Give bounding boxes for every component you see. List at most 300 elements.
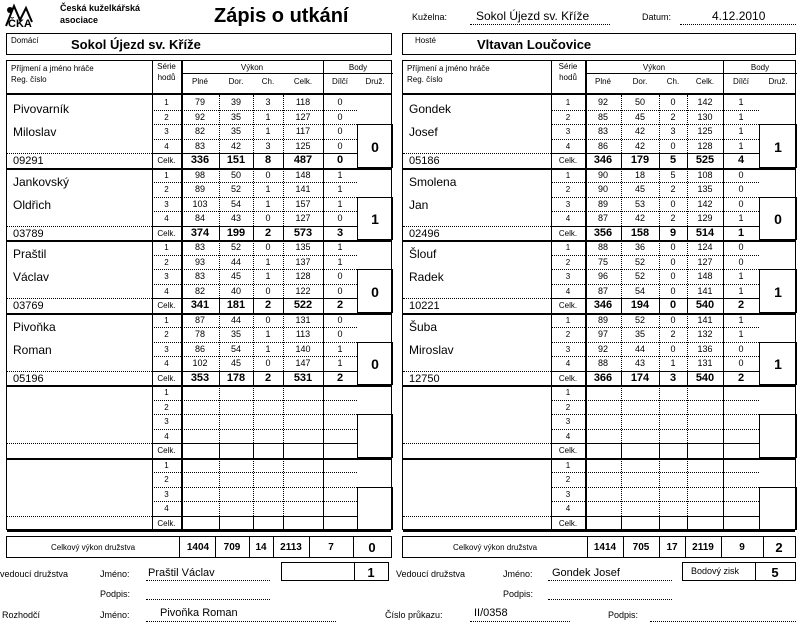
venue-label: Kuželna:: [412, 12, 448, 22]
serie-number: 4: [565, 286, 571, 296]
cell-dilci: 0: [738, 358, 744, 368]
cell-ch: 5: [669, 154, 677, 166]
cell-dor: 179: [630, 154, 650, 166]
cell-ch: 1: [265, 329, 271, 339]
serie-number: 4: [164, 504, 169, 513]
cell-dilci: 1: [738, 329, 744, 339]
serie-number: 2: [164, 330, 169, 339]
team-points: 0: [371, 283, 379, 300]
cell-celk: 140: [295, 343, 311, 354]
cell-ch: 1: [265, 271, 271, 281]
cell-ch: 0: [670, 343, 676, 354]
cell-dor: 54: [230, 198, 241, 209]
player-surname: Jankovský: [13, 174, 70, 189]
cell-ch: 2: [670, 111, 676, 122]
home-captain-points: 1: [367, 565, 375, 580]
cell-dilci: 1: [738, 271, 744, 281]
cell-celk: 147: [295, 358, 311, 368]
cell-ch: 0: [265, 314, 271, 325]
cell-dilci: 0: [337, 97, 343, 107]
cell-dilci: 0: [337, 140, 343, 151]
cell-ch: 1: [265, 111, 271, 122]
serie-number: 4: [565, 359, 571, 368]
team-points: 0: [774, 211, 782, 228]
home-grand-celk: 2113: [280, 542, 302, 553]
player-surname: Smolena: [409, 174, 457, 189]
org-name-line2: asociace: [60, 15, 99, 25]
serie-number: 1: [164, 170, 169, 180]
cell-celk: 136: [697, 343, 713, 354]
cell-celk: 131: [295, 314, 311, 325]
serie-number: 4: [565, 141, 571, 151]
cell-dor: 54: [230, 343, 241, 354]
cell-celk: 514: [695, 226, 715, 239]
player-reg-number: 12750: [409, 372, 440, 385]
serie-number: 3: [164, 127, 169, 136]
serie-number: 3: [565, 272, 571, 281]
serie-number: 3: [164, 344, 169, 354]
cell-celk: 132: [697, 329, 713, 339]
cell-plne: 92: [194, 111, 205, 122]
cell-dor: 44: [230, 256, 241, 267]
away-hdr-druz: Druž.: [768, 77, 788, 86]
home-player-block: [7, 95, 391, 168]
cell-ch: 0: [670, 271, 676, 281]
away-hdr-dilci: Dílčí: [733, 77, 749, 86]
cell-dor: 42: [634, 140, 645, 151]
cell-ch: 0: [669, 299, 677, 311]
serie-number: 4: [164, 431, 169, 441]
cell-ch: 9: [669, 226, 677, 239]
cell-dilci: 1: [337, 242, 343, 252]
card-number-label: Číslo průkazu:: [385, 610, 443, 620]
cell-celk: 522: [293, 299, 313, 311]
player-reg-number: 03769: [13, 300, 44, 312]
away-grand-dilci: 9: [739, 542, 745, 553]
serie-number: 4: [565, 504, 571, 513]
cell-dilci: 0: [337, 111, 343, 122]
cell-plne: 374: [190, 226, 210, 239]
cell-celk: 540: [695, 371, 715, 384]
away-player-block: [403, 240, 795, 313]
cell-celk: 125: [295, 140, 311, 151]
cell-celk: 131: [697, 358, 713, 368]
team-points-box: [357, 124, 393, 168]
cell-dor: 52: [634, 271, 645, 281]
serie-number: 1: [164, 315, 169, 325]
away-captain-label: Vedoucí družstva: [396, 569, 466, 579]
player-surname: Praštil: [13, 247, 47, 261]
home-total-label: Celkový výkon družstva: [51, 543, 136, 552]
serie-number: 2: [565, 402, 571, 412]
cell-dor: 181: [226, 299, 246, 311]
cell-plne: 82: [194, 126, 205, 136]
cell-ch: 1: [670, 358, 676, 368]
cell-plne: 75: [597, 256, 608, 267]
away-hdr-reg: Reg. číslo: [407, 75, 443, 84]
serie-number: 1: [565, 315, 571, 325]
cell-plne: 86: [597, 140, 608, 151]
cell-celk: 148: [295, 169, 311, 180]
referee-label: Rozhodčí: [2, 610, 41, 620]
player-surname: Pivoňka: [13, 319, 56, 334]
cell-celk: 573: [293, 226, 313, 239]
cell-dilci: 1: [738, 213, 744, 223]
player-surname: Gondek: [409, 102, 452, 116]
cell-dor: 42: [634, 213, 645, 223]
cell-dor: 45: [230, 358, 241, 368]
cell-celk: 135: [697, 184, 713, 194]
cka-logo: [2, 2, 46, 30]
player-reg-number: 03789: [13, 227, 44, 240]
home-captain-name: Praštil Václav: [148, 567, 215, 579]
date-label: Datum:: [642, 12, 672, 22]
cell-ch: 2: [670, 329, 676, 339]
team-points-box: [357, 269, 393, 313]
home-grand-plne: 1404: [186, 542, 210, 553]
serie-number: Celk.: [558, 156, 578, 165]
home-podpis-label: Podpis:: [100, 589, 131, 599]
cell-dor: 35: [634, 329, 645, 339]
cell-ch: 8: [264, 154, 272, 166]
cell-plne: 346: [593, 154, 613, 166]
away-table-frame: [402, 60, 796, 530]
cell-ch: 0: [265, 285, 271, 296]
player-firstname: Radek: [409, 270, 444, 284]
cell-plne: 97: [597, 329, 608, 339]
serie-number: 1: [164, 98, 169, 107]
cell-dor: 45: [230, 271, 241, 281]
home-captain-label: vedoucí družstva: [0, 569, 69, 579]
cell-celk: 135: [295, 242, 311, 252]
cell-celk: 127: [295, 111, 311, 122]
cell-dilci: 0: [738, 256, 744, 267]
serie-number: 1: [565, 388, 571, 397]
serie-number: Celk.: [558, 228, 578, 238]
player-reg-number: 05196: [13, 372, 44, 385]
player-surname: Pivovarník: [13, 102, 70, 116]
player-firstname: Josef: [409, 125, 438, 139]
cell-dor: 43: [230, 213, 241, 223]
cell-celk: 117: [295, 126, 311, 136]
serie-number: 2: [164, 257, 169, 267]
bodovy-zisk-value: 5: [771, 565, 779, 580]
team-points: 1: [774, 356, 782, 373]
home-table-frame: [6, 60, 392, 530]
cell-ch: 1: [265, 256, 271, 267]
serie-number: 1: [565, 460, 571, 470]
cell-plne: 88: [597, 358, 608, 368]
cell-dor: 199: [226, 226, 246, 239]
cell-plne: 98: [194, 169, 205, 180]
cell-plne: 93: [194, 256, 205, 267]
cell-celk: 525: [695, 154, 715, 166]
cell-dor: 35: [230, 329, 241, 339]
referee-name: Pivoňka Roman: [160, 607, 238, 619]
cell-dor: 52: [230, 184, 241, 194]
cell-dor: 42: [634, 126, 645, 136]
home-player-block: [7, 458, 391, 531]
cell-celk: 137: [295, 256, 311, 267]
home-captain-points-box: [281, 562, 389, 581]
home-hdr-plne: Plné: [191, 77, 208, 86]
cell-dor: 18: [634, 169, 645, 180]
away-total-row: [402, 536, 796, 558]
team-points: 0: [371, 356, 379, 373]
serie-number: 3: [164, 489, 169, 499]
cell-dilci: 1: [337, 256, 343, 267]
team-points: 1: [371, 211, 379, 228]
cell-celk: 531: [293, 371, 313, 384]
away-grand-dor: 705: [632, 542, 650, 553]
cell-celk: 130: [697, 111, 713, 122]
cell-dilci: 1: [337, 358, 343, 368]
cell-plne: 96: [597, 271, 608, 281]
cell-dilci: 0: [337, 285, 343, 296]
serie-number: Celk.: [558, 301, 578, 310]
home-team-name: Sokol Újezd sv. Kříže: [71, 37, 201, 52]
team-points: 0: [371, 138, 379, 155]
serie-number: Celk.: [157, 228, 176, 238]
cell-dilci: 2: [737, 371, 745, 384]
cell-celk: 128: [295, 271, 311, 281]
serie-number: 2: [565, 475, 571, 484]
cell-dor: 45: [634, 184, 645, 194]
serie-number: 4: [164, 214, 169, 223]
cell-ch: 0: [265, 242, 271, 252]
cell-dilci: 3: [336, 226, 344, 239]
home-player-block: [7, 385, 391, 458]
serie-number: 1: [164, 388, 169, 397]
cell-plne: 89: [194, 184, 205, 194]
home-hdr-serie: Série: [157, 62, 176, 71]
cell-plne: 83: [194, 271, 205, 281]
cell-ch: 0: [670, 242, 676, 252]
cell-dor: 35: [230, 111, 241, 122]
cell-dilci: 1: [738, 126, 744, 136]
cell-plne: 353: [190, 371, 210, 384]
cell-dilci: 0: [738, 184, 744, 194]
cell-ch: 0: [670, 256, 676, 267]
serie-number: 4: [565, 214, 571, 223]
cell-dor: 174: [630, 371, 650, 384]
cell-plne: 356: [593, 226, 613, 239]
home-grand-druz: 0: [368, 540, 376, 555]
cell-celk: 142: [697, 198, 713, 209]
home-grand-dilci: 7: [328, 542, 334, 553]
cell-plne: 90: [597, 184, 608, 194]
player-firstname: Oldřich: [13, 197, 52, 212]
cell-ch: 0: [670, 285, 676, 296]
player-reg-number: 02496: [409, 227, 440, 240]
away-player-block: [403, 168, 795, 241]
cell-ch: 0: [670, 140, 676, 151]
cell-dor: 40: [230, 285, 241, 296]
cell-celk: 118: [295, 97, 311, 107]
serie-number: 3: [164, 417, 169, 426]
cell-plne: 102: [192, 358, 208, 368]
home-hdr-player-name: Příjmení a jméno hráče: [11, 64, 94, 73]
cell-ch: 1: [265, 343, 271, 354]
serie-number: 3: [565, 127, 571, 136]
serie-number: 4: [164, 286, 169, 296]
cell-dor: 52: [634, 256, 645, 267]
team-points-box: [357, 197, 393, 241]
cell-plne: 346: [593, 299, 613, 311]
cell-plne: 336: [190, 154, 210, 166]
player-firstname: Jan: [409, 197, 429, 212]
cell-celk: 540: [695, 299, 715, 311]
cell-dilci: 0: [738, 343, 744, 354]
away-player-block: [403, 385, 795, 458]
serie-number: 1: [565, 243, 571, 252]
away-hdr-body: Body: [750, 63, 770, 72]
cell-dilci: 1: [337, 184, 343, 194]
cell-ch: 1: [265, 126, 271, 136]
team-points-box: [357, 414, 393, 458]
home-hdr-reg: Reg. číslo: [11, 75, 47, 84]
cell-celk: 142: [697, 97, 713, 107]
serie-number: 1: [164, 460, 169, 470]
serie-number: 3: [164, 199, 169, 209]
serie-number: 2: [565, 257, 571, 267]
cell-plne: 89: [597, 314, 608, 325]
cell-celk: 108: [697, 169, 713, 180]
team-points-box: [759, 197, 797, 241]
cell-ch: 2: [670, 184, 676, 194]
home-team-box: [6, 33, 392, 55]
away-captain-jmeno-label: Jméno:: [503, 569, 533, 579]
away-team-box: [402, 33, 796, 55]
team-points: 1: [774, 283, 782, 300]
card-number: II/0358: [474, 607, 508, 619]
cell-dilci: 1: [738, 140, 744, 151]
cell-plne: 341: [190, 299, 210, 311]
home-player-block: [7, 240, 391, 313]
team-points-box: [759, 269, 797, 313]
player-reg-number: 05186: [409, 155, 440, 167]
cell-ch: 3: [670, 126, 676, 136]
cell-dor: 52: [230, 242, 241, 252]
player-reg-number: 10221: [409, 300, 440, 312]
cell-ch: 2: [264, 299, 272, 311]
cell-dor: 36: [634, 242, 645, 252]
serie-number: 4: [164, 359, 169, 368]
cell-dor: 178: [226, 371, 246, 384]
cell-plne: 86: [194, 343, 205, 354]
cell-dilci: 1: [738, 97, 744, 107]
serie-number: 2: [164, 112, 169, 122]
cell-celk: 487: [293, 154, 313, 166]
cell-celk: 148: [697, 271, 713, 281]
cell-dilci: 0: [336, 154, 344, 166]
home-hdr-celk: Celk.: [293, 77, 313, 86]
team-points-box: [759, 342, 797, 386]
home-hdr-hodu: hodů: [157, 73, 176, 82]
away-grand-ch: 17: [666, 542, 678, 553]
cell-ch: 3: [265, 97, 271, 107]
cell-plne: 79: [194, 97, 205, 107]
serie-number: Celk.: [157, 518, 176, 528]
serie-number: 1: [164, 243, 169, 252]
serie-number: 4: [565, 431, 571, 441]
org-name-line1: Česká kuželkářská: [60, 3, 141, 13]
team-points: 1: [774, 138, 782, 155]
home-player-block: [7, 168, 391, 241]
away-grand-plne: 1414: [593, 542, 617, 553]
cell-ch: 3: [265, 140, 271, 151]
serie-number: 3: [565, 489, 571, 499]
serie-number: Celk.: [157, 156, 176, 165]
cell-ch: 0: [265, 169, 271, 180]
cell-ch: 2: [264, 371, 272, 384]
serie-number: Celk.: [157, 301, 176, 310]
cell-dilci: 2: [737, 299, 745, 311]
away-player-block: [403, 95, 795, 168]
cell-dor: 194: [630, 299, 650, 311]
away-hdr-player-name: Příjmení a jméno hráče: [407, 64, 490, 73]
player-reg-number: 09291: [13, 155, 44, 167]
cell-dilci: 1: [737, 226, 745, 239]
home-hdr-vykon: Výkon: [240, 63, 264, 72]
player-firstname: Miroslav: [409, 342, 454, 357]
date-value: 4.12.2010: [712, 9, 766, 23]
cell-dilci: 0: [337, 314, 343, 325]
cell-dilci: 2: [336, 299, 344, 311]
serie-number: 2: [164, 475, 169, 484]
cell-celk: 141: [697, 314, 713, 325]
cell-dor: 151: [226, 154, 246, 166]
serie-number: Celk.: [558, 446, 578, 455]
cell-dor: 54: [634, 285, 645, 296]
home-results-table: [6, 60, 392, 530]
cell-plne: 78: [194, 329, 205, 339]
player-firstname: Václav: [13, 270, 50, 284]
cell-dor: 44: [230, 314, 241, 325]
cell-plne: 82: [194, 285, 205, 296]
away-hdr-plne: Plné: [594, 77, 611, 86]
home-total-row: [6, 536, 392, 558]
player-firstname: Miloslav: [13, 125, 57, 139]
serie-number: Celk.: [558, 373, 578, 383]
referee-podpis-label: Podpis:: [608, 610, 639, 620]
home-player-block: [7, 313, 391, 386]
cell-dilci: 1: [337, 169, 343, 180]
cell-dor: 43: [634, 358, 645, 368]
away-podpis-label: Podpis:: [503, 589, 534, 599]
player-surname: Šlouf: [409, 247, 437, 261]
home-label: Domácí: [11, 36, 39, 45]
away-hdr-celk: Celk.: [695, 77, 715, 86]
cell-dilci: 1: [738, 285, 744, 296]
away-player-block: [403, 458, 795, 531]
cell-plne: 92: [597, 97, 608, 107]
cell-plne: 83: [597, 126, 608, 136]
serie-number: 1: [565, 98, 571, 107]
away-team-name: Vltavan Loučovice: [477, 37, 592, 52]
serie-number: Celk.: [558, 518, 578, 528]
cell-dilci: 4: [737, 154, 745, 166]
cell-dilci: 0: [337, 213, 343, 223]
away-label: Hosté: [415, 36, 436, 45]
away-hdr-hodu: hodů: [559, 73, 577, 82]
cell-ch: 0: [670, 314, 676, 325]
away-hdr-serie: Série: [558, 62, 578, 71]
cell-dilci: 1: [337, 343, 343, 354]
cell-dilci: 2: [336, 371, 344, 384]
cell-plne: 92: [597, 343, 608, 354]
serie-number: 1: [565, 170, 571, 180]
